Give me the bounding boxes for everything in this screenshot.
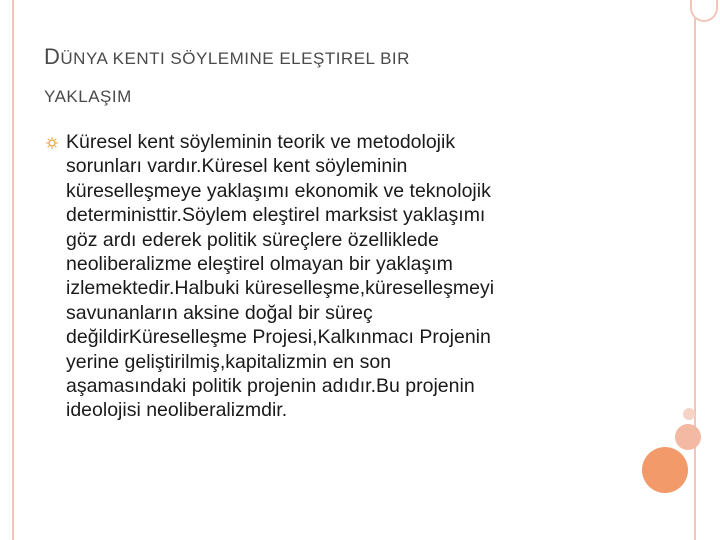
decorative-small-orb [683, 408, 695, 420]
bullet-text-line: savunanların aksine doğal bir süreç [66, 301, 373, 324]
decorative-large-orb [642, 447, 688, 493]
decorative-medium-orb [675, 424, 701, 450]
decorative-top-orb [690, 0, 718, 22]
title-rest: ÜNYA KENTI SÖYLEMINE ELEŞTIREL BIR [60, 49, 410, 68]
bullet-text-line: deterministtir.Söylem eleştirel marksist yaklaşımı [66, 204, 486, 227]
bullet-text-line: göz ardı ederek politik süreçlere özelliklede [66, 228, 439, 251]
bullet-text-line: ideolojisi neoliberalizmdir. [66, 399, 288, 422]
bullet-text-line: küreselleşmeye yaklaşımı ekonomik ve teknolojik [66, 179, 491, 202]
bullet-text-line: yerine geliştirilmiş,kapitalizmin en son [66, 350, 392, 373]
bullet-text-line: izlemektedir.Halbuki küreselleşme,küreselleşmeyi [66, 277, 495, 300]
slide-title-line2: YAKLAŞIM [44, 87, 132, 106]
bullet-text-line: Küresel kent söyleminin teorik ve metodolojik [66, 131, 456, 153]
bullet-text-line: aşamasındaki politik projenin adıdır.Bu projenin [66, 375, 475, 398]
slide-title [44, 38, 644, 116]
slide-title-line1 [44, 38, 644, 78]
sun-bullet-icon [46, 137, 58, 149]
bullet-text-line: değildirKüreselleşme Projesi,Kalkınmacı Projenin [66, 326, 491, 349]
title-first-letter: D [44, 44, 61, 69]
bullet-text-line: neoliberalizme eleştirel olmayan bir yaklaşım [66, 253, 453, 276]
bullet-text-line: sorunları vardır.Küresel kent söyleminin [66, 155, 408, 178]
bullet-text [66, 130, 626, 423]
